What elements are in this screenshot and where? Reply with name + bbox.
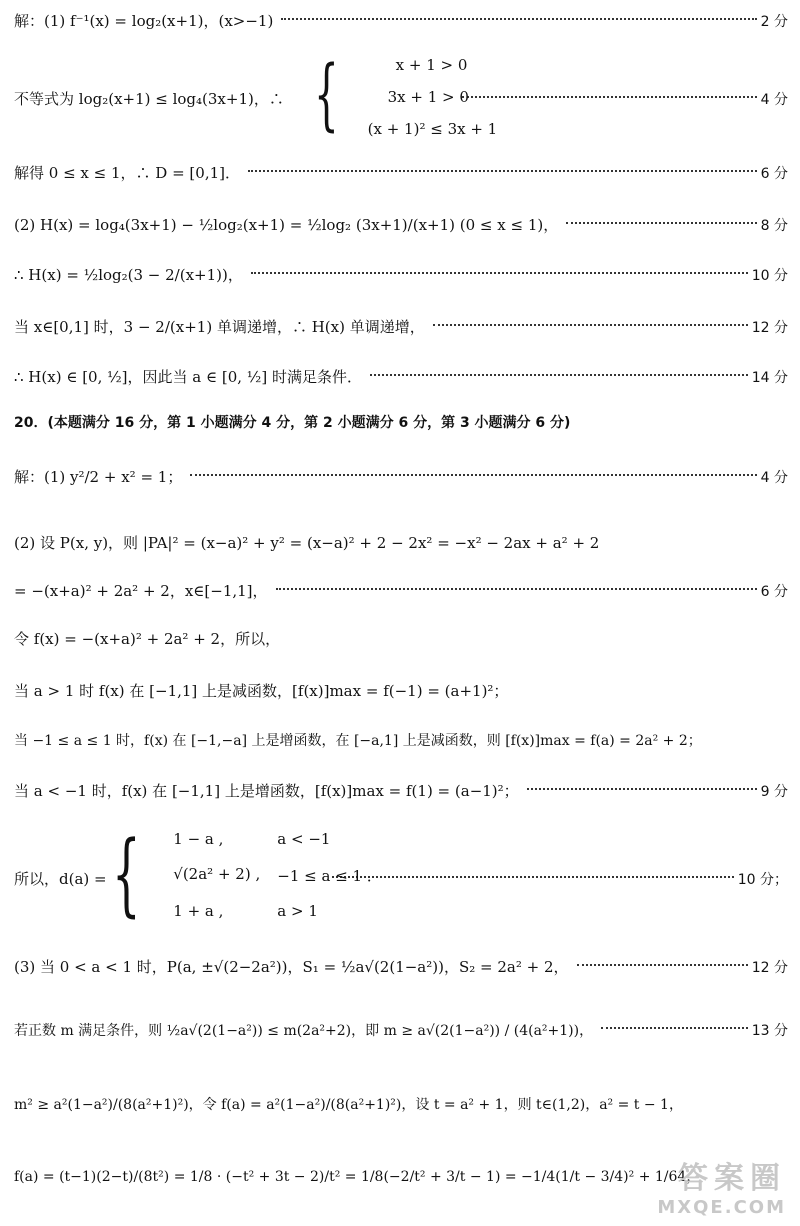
score-label: 12 分 bbox=[751, 959, 788, 976]
line-text: 当 a > 1 时 f(x) 在 [−1,1] 上是减函数，[f(x)]max = f(−1) = (a+1)²； bbox=[14, 682, 509, 700]
leader-dots bbox=[433, 324, 748, 326]
line-text: 当 x∈[0,1] 时，3 − 2/(x+1) 单调递增，∴ H(x) 单调递增， bbox=[14, 318, 425, 336]
score-label: 10 分； bbox=[737, 871, 788, 888]
line-text: (2) H(x) = log₄(3x+1) − ½log₂(x+1) = ½log₂ (3x+1)/(x+1) (0 ≤ x ≤ 1)， bbox=[14, 216, 559, 234]
line-text: 解：(1) y²/2 + x² = 1； bbox=[14, 468, 183, 486]
line-text: 解得 0 ≤ x ≤ 1，∴ D = [0,1]． bbox=[14, 164, 240, 182]
score-label: 8 分 bbox=[760, 217, 788, 234]
line-text: ∴ H(x) = ½log₂(3 − 2/(x+1))， bbox=[14, 266, 243, 284]
heading-text: 20．(本题满分 16 分，第 1 小题满分 4 分，第 2 小题满分 6 分，第 3 小题满分 6 分) bbox=[14, 415, 571, 431]
line-text: (2) 设 P(x, y)，则 |PA|² = (x−a)² + y² = (x−a)² + 2 − 2x² = −x² − 2ax + a² + 2 bbox=[14, 534, 600, 552]
solution-line-6 bbox=[14, 316, 788, 337]
solution-line-17 bbox=[14, 956, 788, 977]
solution-line-4 bbox=[14, 214, 788, 235]
solution-line-18 bbox=[14, 1020, 788, 1040]
score-label: 2 分 bbox=[760, 13, 788, 30]
line-text: f(a) = (t−1)(2−t)/(8t²) = 1/8 · (−t² + 3t − 2)/t² = 1/8(−2/t² + 3/t − 1) = −1/4(1/t − 3/4)² + 1/64， bbox=[14, 1169, 701, 1185]
piece-cond: a > 1 bbox=[277, 902, 318, 920]
leader-dots bbox=[251, 272, 748, 274]
solution-line-14 bbox=[14, 730, 788, 750]
solution-line-5 bbox=[14, 264, 788, 285]
system-row: (x + 1)² ≤ 3x + 1 bbox=[367, 120, 498, 138]
line-text: m² ≥ a²(1−a²)/(8(a²+1)²)，令 f(a) = a²(1−a²)/(8(a²+1)²)，设 t = a² + 1，则 t∈(1,2)，a² = t − 1， bbox=[14, 1097, 683, 1113]
line-text: = −(x+a)² + 2a² + 2，x∈[−1,1]， bbox=[14, 582, 268, 600]
solution-line-12 bbox=[14, 628, 788, 649]
score-label: 6 分 bbox=[760, 583, 788, 600]
leader-dots bbox=[370, 374, 748, 376]
score-label: 12 分 bbox=[751, 319, 788, 336]
piece-cond: a < −1 bbox=[277, 830, 331, 848]
site-watermark bbox=[657, 1153, 786, 1218]
score-label: 14 分 bbox=[751, 369, 788, 386]
score-label: 4 分 bbox=[760, 469, 788, 486]
left-brace: { bbox=[314, 50, 339, 140]
score-label: 4 分 bbox=[760, 91, 788, 108]
line-text: 不等式为 log₂(x+1) ≤ log₄(3x+1)，∴ bbox=[14, 90, 284, 108]
left-brace: { bbox=[112, 822, 141, 927]
piece-expr: 1 − a , bbox=[173, 830, 224, 848]
line-text: 令 f(x) = −(x+a)² + 2a² + 2，所以， bbox=[14, 630, 281, 648]
line-text: 当 a < −1 时，f(x) 在 [−1,1] 上是增函数，[f(x)]max = f(1) = (a−1)²； bbox=[14, 782, 519, 800]
score-label: 9 分 bbox=[760, 783, 788, 800]
leader-dots bbox=[248, 170, 757, 172]
score-label: 13 分 bbox=[751, 1023, 788, 1039]
leader-dots bbox=[281, 18, 756, 20]
solution-line-13 bbox=[14, 680, 788, 701]
leader-dots bbox=[190, 474, 756, 476]
leader-dots bbox=[332, 876, 734, 878]
solution-line-3 bbox=[14, 162, 788, 183]
solution-line-15 bbox=[14, 780, 788, 801]
leader-dots bbox=[462, 96, 757, 98]
piecewise-definition bbox=[112, 822, 383, 927]
solution-line-1 bbox=[14, 10, 788, 31]
leader-dots bbox=[276, 588, 757, 590]
leader-dots bbox=[601, 1027, 748, 1029]
solution-line-19 bbox=[14, 1094, 788, 1114]
piece-expr: √(2a² + 2) , bbox=[173, 864, 261, 883]
inequality-system bbox=[314, 50, 498, 140]
watermark-url: MXQE.COM bbox=[657, 1197, 786, 1218]
piece-expr: 1 + a , bbox=[173, 902, 224, 920]
line-text: (3) 当 0 < a < 1 时，P(a, ±√(2−2a²))，S₁ = ½a√(2(1−a²))，S₂ = 2a² + 2， bbox=[14, 958, 569, 976]
line-text: ∴ H(x) ∈ [0, ½]，因此当 a ∈ [0, ½] 时满足条件． bbox=[14, 368, 362, 386]
leader-dots bbox=[577, 964, 748, 966]
piecewise-rows bbox=[173, 830, 383, 920]
problem-20-heading bbox=[14, 412, 788, 432]
piece-cond: −1 ≤ a ≤ 1 ． bbox=[277, 866, 382, 885]
score-label: 6 分 bbox=[760, 165, 788, 182]
score-label: 10 分 bbox=[751, 267, 788, 284]
leader-dots bbox=[527, 788, 757, 790]
solution-line-9 bbox=[14, 466, 788, 487]
piecewise-row bbox=[173, 902, 373, 920]
solution-line-7 bbox=[14, 366, 788, 387]
system-row: x + 1 > 0 bbox=[395, 56, 468, 74]
system-row: 3x + 1 > 0 bbox=[387, 88, 469, 106]
piecewise-row bbox=[173, 830, 373, 848]
line-text: 若正数 m 满足条件，则 ½a√(2(1−a²)) ≤ m(2a²+2)，即 m ≥ a√(2(1−a²)) / (4(a²+1))， bbox=[14, 1023, 594, 1039]
line-text: 解：(1) f⁻¹(x) = log₂(x+1)，(x>−1) bbox=[14, 12, 274, 30]
line-text: 当 −1 ≤ a ≤ 1 时，f(x) 在 [−1,−a] 上是增函数，在 [−a,1] 上是减函数，则 [f(x)]max = f(a) = 2a² + 2； bbox=[14, 733, 702, 749]
piecewise-row bbox=[173, 865, 383, 886]
leader-dots bbox=[566, 222, 756, 224]
solution-line-11 bbox=[14, 580, 788, 601]
solution-line-10 bbox=[14, 532, 788, 553]
watermark-logo: 答案圈 bbox=[678, 1161, 786, 1196]
system-rows bbox=[368, 56, 498, 138]
line-text: 所以，d(a) = bbox=[14, 870, 107, 888]
